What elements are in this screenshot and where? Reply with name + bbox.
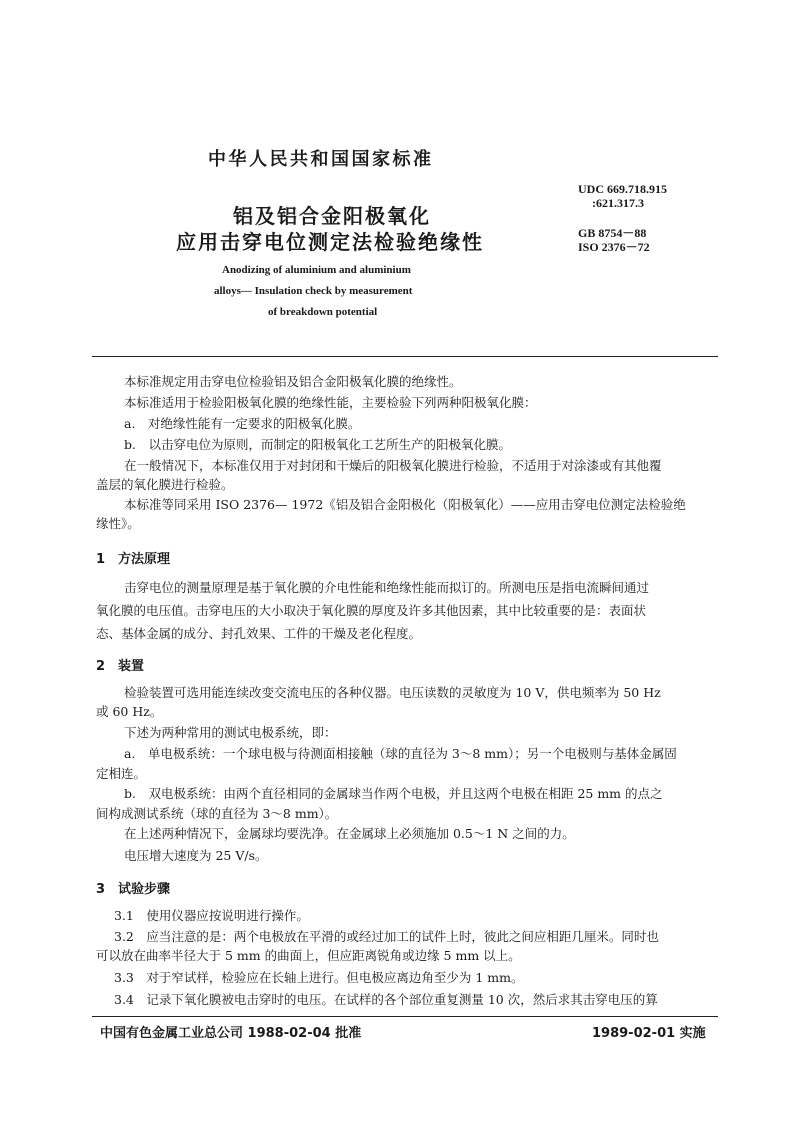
intro-item-a: a. 对绝缘性能有一定要求的阳极氧化膜。: [124, 416, 361, 431]
section-3-heading: 3 试验步骤: [96, 882, 171, 897]
title-line-1: 铝及铝合金阳极氧化: [233, 204, 431, 228]
national-standard-heading: 中华人民共和国国家标准: [208, 149, 434, 170]
udc-code-continued: :621.317.3: [592, 196, 644, 210]
iso-number: ISO 2376－72: [578, 240, 650, 254]
section-2-line-3: 下述为两种常用的测试电极系统，即：: [124, 725, 337, 740]
section-2-item-b-line-1: b. 双电极系统：由两个直径相同的金属球当作两个电极，并且这两个电极在相距 25 mm 的点之: [124, 786, 663, 801]
udc-code: UDC 669.718.915: [578, 182, 667, 196]
gb-number: GB 8754－88: [578, 226, 647, 240]
section-3-3: 3.3 对于窄试样，检验应在长轴上进行。但电极应离边角至少为 1 mm。: [114, 970, 524, 985]
intro-paragraph-3-line-2: 盖层的氧化膜进行检验。: [96, 477, 234, 492]
section-2-item-a-line-2: 定相连。: [96, 766, 147, 781]
title-line-2: 应用击穿电位测定法检验绝缘性: [176, 230, 484, 254]
intro-paragraph-4-line-1: 本标准等同采用 ISO 2376— 1972《铝及铝合金阳极化（阳极氧化）——应用击穿电位测定法检验绝: [124, 497, 686, 512]
section-3-2-line-2: 可以放在曲率半径大于 5 mm 的曲面上，但应距离锐角或边缘 5 mm 以上。: [96, 948, 521, 963]
intro-paragraph-1: 本标准规定用击穿电位检验铝及铝合金阳极氧化膜的绝缘性。: [124, 374, 462, 389]
section-1-heading: 1 方法原理: [96, 552, 171, 567]
intro-item-b: b. 以击穿电位为原则，而制定的阳极氧化工艺所生产的阳极氧化膜。: [124, 437, 511, 452]
section-2-item-a-line-1: a. 单电极系统：一个球电极与待测面相接触（球的直径为 3～8 mm）；另一个电极则与基体金属固: [124, 746, 677, 761]
intro-paragraph-4-line-2: 缘性》。: [96, 516, 140, 531]
section-1-line-1: 击穿电位的测量原理是基于氧化膜的介电性能和绝缘性能而拟订的。所测电压是指电流瞬间通过: [124, 580, 650, 595]
footer-divider: [92, 1016, 718, 1017]
intro-paragraph-3-line-1: 在一般情况下，本标准仅用于对封闭和干燥后的阳极氧化膜进行检验，不适用于对涂漆或有其他覆: [124, 458, 662, 473]
section-3-4: 3.4 记录下氧化膜被电击穿时的电压。在试样的各个部位重复测量 10 次，然后求其击穿电压的算: [114, 992, 658, 1007]
section-2-line-5: 电压增大速度为 25 V/s。: [124, 848, 268, 863]
english-title-line-3: of breakdown potential: [268, 306, 378, 318]
english-title-line-2: alloys— Insulation check by measurement: [214, 285, 413, 297]
section-2-line-1: 检验装置可选用能连续改变交流电压的各种仪器。电压读数的灵敏度为 10 V，供电频率为 50 Hz: [124, 685, 661, 700]
section-3-2-line-1: 3.2 应当注意的是：两个电极放在平滑的或经过加工的试件上时，彼此之间应相距几厘米。同时也: [114, 929, 659, 944]
section-2-item-b-line-2: 间构成测试系统（球的直径为 3～8 mm）。: [96, 806, 338, 821]
approval-info: 中国有色金属工业总公司 1988-02-04 批准: [100, 1026, 362, 1041]
section-2-heading: 2 装置: [96, 659, 145, 674]
section-1-line-3: 态、基体金属的成分、封孔效果、工件的干燥及老化程度。: [96, 626, 422, 641]
section-1-line-2: 氧化膜的电压值。击穿电压的大小取决于氧化膜的厚度及许多其他因素，其中比较重要的是：表面状: [96, 603, 647, 618]
intro-paragraph-2: 本标准适用于检验阳极氧化膜的绝缘性能，主要检验下列两种阳极氧化膜：: [124, 395, 537, 410]
header-divider: [92, 356, 718, 357]
english-title-line-1: Anodizing of aluminium and aluminium: [222, 264, 411, 276]
section-3-1: 3.1 使用仪器应按说明进行操作。: [114, 908, 309, 923]
implementation-date: 1989-02-01 实施: [592, 1026, 706, 1041]
section-2-line-4: 在上述两种情况下，金属球均要洗净。在金属球上必须施加 0.5～1 N 之间的力。: [124, 826, 575, 841]
section-2-line-2: 或 60 Hz。: [96, 704, 163, 719]
